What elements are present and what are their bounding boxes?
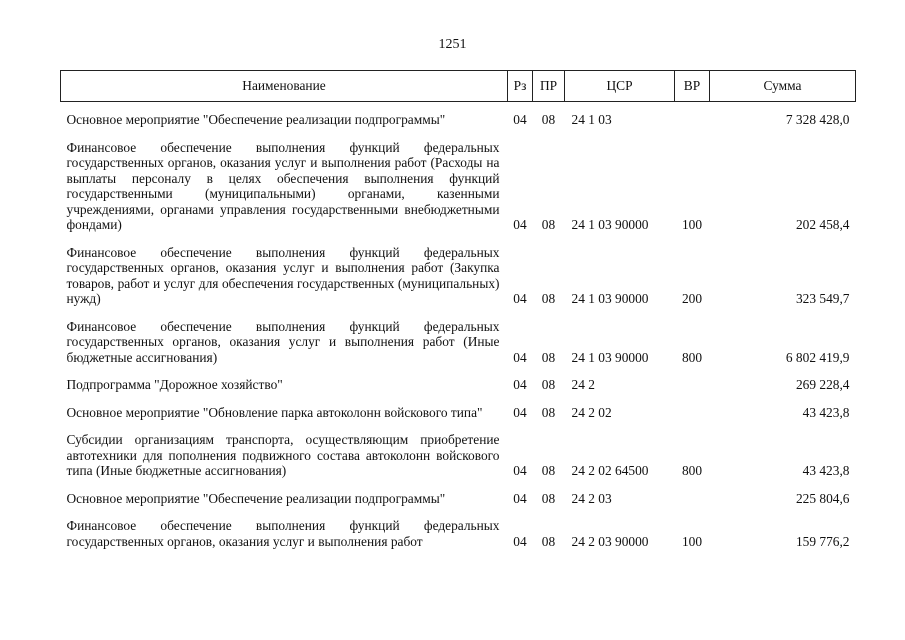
row-pr: 08 — [541, 112, 556, 127]
row-csr: 24 2 03 — [571, 490, 612, 506]
header-row — [61, 71, 856, 102]
row-csr: 24 2 — [571, 377, 595, 392]
row-csr: 24 1 03 — [571, 112, 612, 127]
row-vr: 800 — [681, 349, 703, 365]
row-pr: 08 — [541, 490, 556, 506]
page-number: 1251 — [438, 37, 467, 52]
row-rz: 04 — [513, 349, 527, 365]
row-vr: 100 — [681, 217, 703, 232]
row-rz: 04 — [513, 533, 527, 549]
row-sum: 43 423,8 — [802, 404, 850, 420]
table-row — [61, 128, 856, 233]
row-sum: 269 228,4 — [795, 377, 850, 392]
table-row — [61, 393, 856, 421]
row-rz: 04 — [513, 463, 527, 478]
table-row — [61, 506, 856, 549]
header-vr: ВР — [675, 71, 710, 102]
row-sum: 7 328 428,0 — [785, 112, 850, 127]
budget-table — [60, 70, 856, 549]
table-row — [61, 102, 856, 128]
row-vr: 200 — [681, 291, 703, 306]
row-vr — [675, 479, 710, 507]
row-name: Финансовое обеспечение выполнения функций федеральных государственных органов, оказания услуг и выполнения работ (Иные бюджетные ассигнования) — [66, 318, 500, 365]
row-name: Основное мероприятие "Обеспечение реализации подпрограммы" — [66, 490, 446, 506]
table-row — [61, 233, 856, 307]
row-name: Финансовое обеспечение выполнения функций федеральных государственных органов, оказания услуг и выполнения работ (Закупка товаров, работ и услуг для обеспечения государственных (муниципальных) нужд) — [66, 244, 500, 306]
row-csr: 24 2 02 64500 — [571, 463, 649, 478]
row-sum: 225 804,6 — [795, 490, 850, 506]
row-rz: 04 — [513, 490, 527, 506]
row-name: Субсидии организациям транспорта, осуществляющим приобретение автотехники для пополнения подвижного состава автоколонн войскового типа (Иные бюджетные ассигнования) — [66, 432, 500, 478]
table-body — [61, 102, 856, 550]
row-vr — [675, 365, 710, 393]
row-vr — [675, 102, 710, 128]
row-name: Подпрограмма "Дорожное хозяйство" — [66, 377, 283, 392]
row-rz: 04 — [513, 112, 527, 127]
row-pr: 08 — [541, 533, 556, 549]
header-pr: ПР — [533, 71, 565, 102]
row-sum: 159 776,2 — [795, 533, 850, 549]
row-csr: 24 1 03 90000 — [571, 217, 649, 232]
table-row — [61, 479, 856, 507]
row-csr: 24 1 03 90000 — [571, 291, 649, 306]
row-csr: 24 1 03 90000 — [571, 349, 649, 365]
row-csr: 24 2 02 — [571, 404, 612, 420]
table-row — [61, 365, 856, 393]
row-name: Финансовое обеспечение выполнения функций федеральных государственных органов, оказания услуг и выполнения работ — [66, 518, 500, 549]
table-row — [61, 307, 856, 366]
row-rz: 04 — [513, 291, 527, 306]
row-pr: 08 — [541, 217, 556, 232]
row-pr: 08 — [541, 377, 556, 392]
row-sum: 43 423,8 — [802, 463, 850, 478]
row-sum: 323 549,7 — [795, 291, 850, 306]
row-sum: 6 802 419,9 — [785, 349, 850, 365]
row-rz: 04 — [513, 217, 527, 232]
row-name: Финансовое обеспечение выполнения функций федеральных государственных органов, оказания услуг и выполнения работ (Расходы на выплаты персоналу в целях обеспечения выполнения функций государственными (муниципальными) органами, казенными учреждениями, органами управления государственными внебюджетными фондами) — [66, 139, 500, 232]
row-rz: 04 — [513, 404, 527, 420]
row-pr: 08 — [541, 349, 556, 365]
table-header — [61, 71, 856, 102]
row-vr: 100 — [681, 533, 703, 549]
row-sum: 202 458,4 — [795, 217, 850, 232]
row-rz: 04 — [513, 377, 527, 392]
header-name: Наименование — [61, 71, 508, 102]
header-sum: Сумма — [710, 71, 856, 102]
header-csr: ЦСР — [565, 71, 675, 102]
header-rz: Рз — [508, 71, 533, 102]
row-name: Основное мероприятие "Обновление парка автоколонн войскового типа" — [66, 404, 483, 420]
row-csr: 24 2 03 90000 — [571, 533, 649, 549]
row-pr: 08 — [541, 404, 556, 420]
row-pr: 08 — [541, 463, 556, 478]
row-vr — [675, 393, 710, 421]
table-row — [61, 420, 856, 479]
row-vr: 800 — [681, 463, 703, 478]
row-name: Основное мероприятие "Обеспечение реализации подпрограммы" — [66, 112, 446, 127]
row-pr: 08 — [541, 291, 556, 306]
